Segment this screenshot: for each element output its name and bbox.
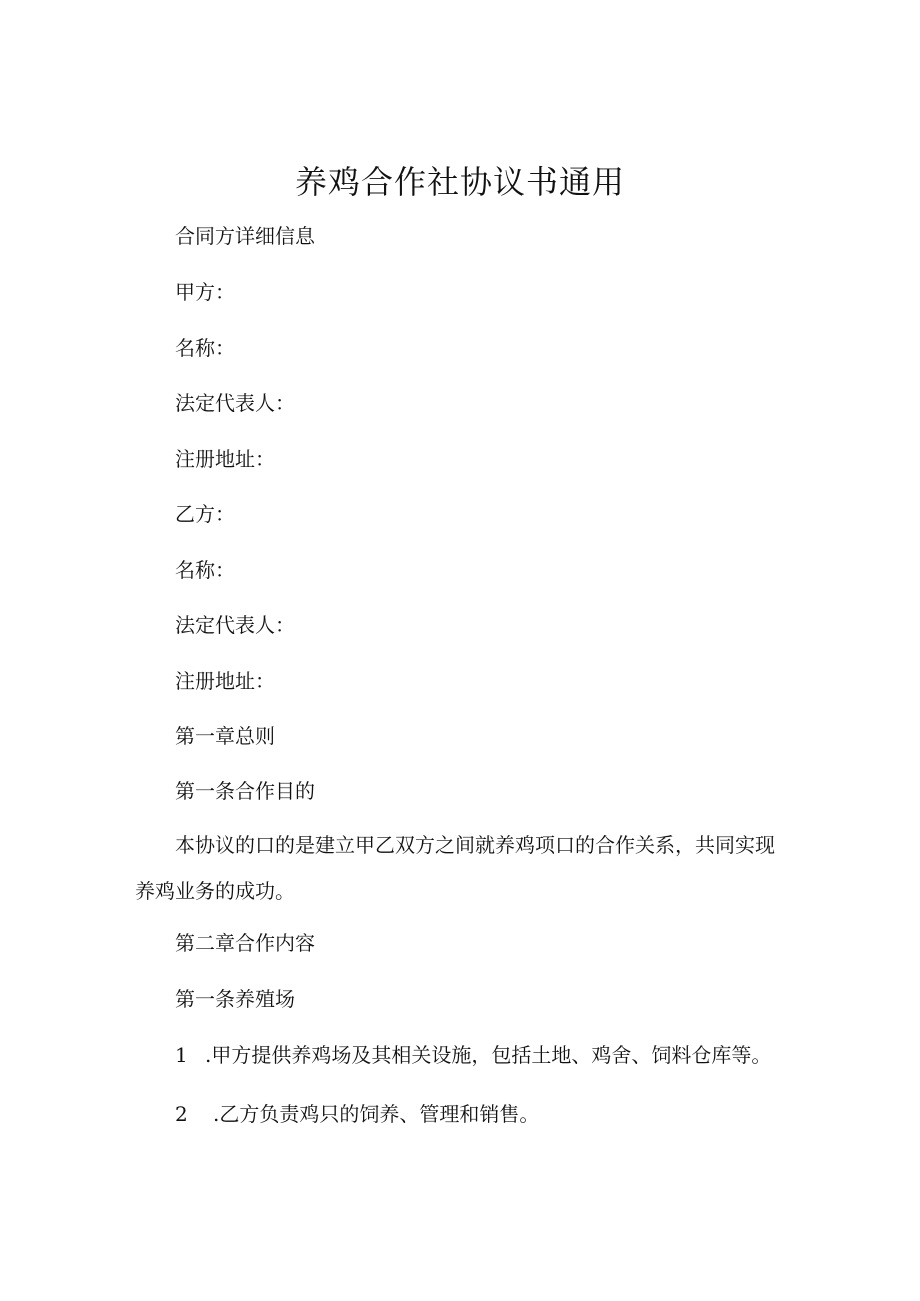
chapter-1-heading: 第一章总则 — [175, 724, 275, 748]
document-title: 养鸡合作社协议书通用 — [294, 163, 625, 201]
party-b-address-label: 注册地址： — [175, 669, 275, 693]
list-item — [175, 1041, 771, 1069]
list-item — [175, 1100, 539, 1128]
party-b-rep-label: 法定代表人： — [175, 613, 295, 637]
party-b-name-label: 名称： — [175, 558, 235, 582]
chapter-1-article-1-text — [135, 822, 795, 914]
list-item-number: 2 — [175, 1102, 188, 1126]
party-a-rep-label: 法定代表人： — [175, 391, 295, 415]
party-info-heading: 合同方详细信息 — [175, 224, 315, 248]
party-a-address-label: 注册地址： — [175, 447, 275, 471]
list-item-number: 1 — [175, 1043, 188, 1067]
party-a-name-label: 名称： — [175, 336, 235, 360]
chapter-2-heading: 第二章合作内容 — [175, 931, 315, 955]
party-a-label: 甲方： — [175, 280, 235, 304]
list-item-text: .甲方提供养鸡场及其相关设施，包括土地、鸡舍、饲料仓库等。 — [205, 1043, 772, 1067]
list-item-text: .乙方负责鸡只的饲养、管理和销售。 — [213, 1102, 540, 1126]
party-b-label: 乙方： — [175, 502, 235, 526]
chapter-1-article-1-heading: 第一条合作目的 — [175, 779, 315, 803]
article-text-line-2: 养鸡业务的成功。 — [135, 879, 295, 903]
chapter-2-article-1-heading: 第一条养殖场 — [175, 987, 295, 1011]
article-text-line-1: 本协议的口的是建立甲乙双方之间就养鸡项口的合作关系，共同实现 — [175, 833, 775, 857]
